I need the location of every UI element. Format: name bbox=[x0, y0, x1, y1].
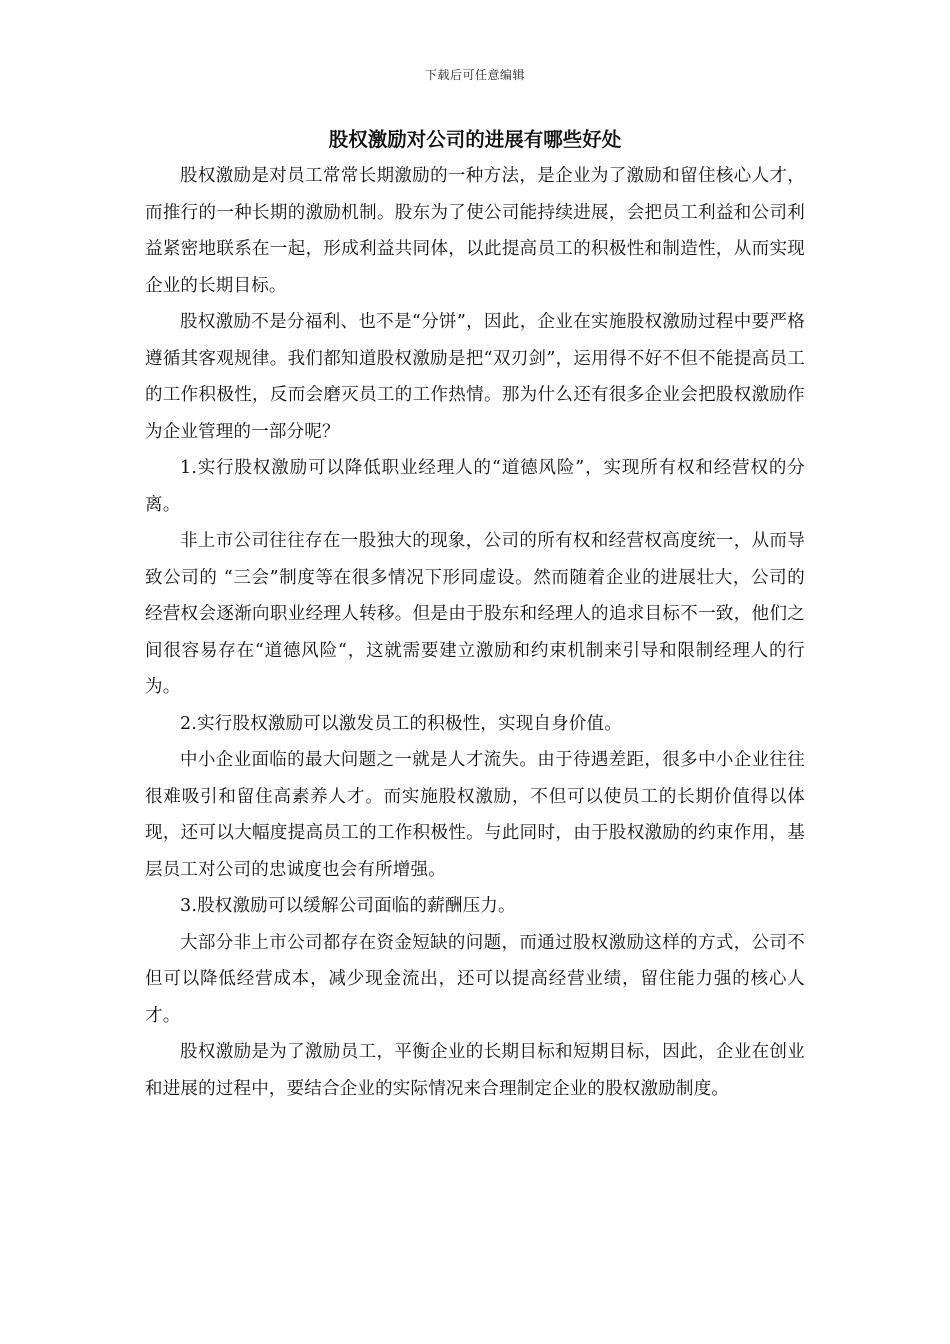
header-note: 下载后可任意编辑 bbox=[424, 68, 525, 82]
paragraph-intro: 股权激励是对员工常常长期激励的一种方法，是企业为了激励和留住核心人才，而推行的一种长期的激励机制。股东为了使公司能持续进展，会把员工利益和公司利益紧密地联系在一起，形成利益共同体，以此提高员工的积极性和制造性，从而实现企业的长期目标。 bbox=[145, 166, 805, 296]
paragraph-point-1: 非上市公司往往存在一股独大的现象，公司的所有权和经营权高度统一，从而导致公司的 “三会”制度等在很多情况下形同虚设。然而随着企业的进展壮大，公司的经营权会逐渐向职业经理人转移。但是由于股东和经理人的追求目标不一致，他们之间很容易存在“道德风险“，这就需要建立激励和约束机制来引导和限制经理人的行为。 bbox=[145, 531, 805, 697]
paragraph-point-2: 中小企业面临的最大问题之一就是人才流失。由于待遇差距，很多中小企业往往很难吸引和留住高素养人才。而实施股权激励，不但可以使员工的长期价值得以体现，还可以大幅度提高员工的工作积极性。与此同时，由于股权激励的约束作用，基层员工对公司的忠诚度也会有所增强。 bbox=[145, 750, 805, 880]
point-2-heading: 2.实行股权激励可以激发员工的积极性，实现自身价值。 bbox=[180, 713, 622, 734]
paragraph-double-edged: 股权激励不是分福利、也不是“分饼”，因此，企业在实施股权激励过程中要严格遵循其客观规律。我们都知道股权激励是把“双刃剑”，运用得不好不但不能提高员工的工作积极性，反而会磨灭员工的工作热情。那为什么还有很多企业会把股权激励作为企业管理的一部分呢？ bbox=[145, 312, 805, 442]
document-body bbox=[145, 158, 805, 1107]
point-1-heading: 1.实行股权激励可以降低职业经理人的“道德风险”，实现所有权和经营权的分离。 bbox=[145, 458, 805, 515]
paragraph-point-3: 大部分非上市公司都存在资金短缺的问题，而通过股权激励这样的方式，公司不但可以降低经营成本，减少现金流出，还可以提高经营业绩，留住能力强的核心人才。 bbox=[145, 932, 805, 1026]
document-title: 股权激励对公司的进展有哪些好处 bbox=[328, 128, 622, 151]
paragraph-conclusion: 股权激励是为了激励员工，平衡企业的长期目标和短期目标，因此，企业在创业和进展的过程中，要结合企业的实际情况来合理制定企业的股权激励制度。 bbox=[145, 1042, 805, 1099]
point-3-heading: 3.股权激励可以缓解公司面临的薪酬压力。 bbox=[180, 896, 516, 916]
